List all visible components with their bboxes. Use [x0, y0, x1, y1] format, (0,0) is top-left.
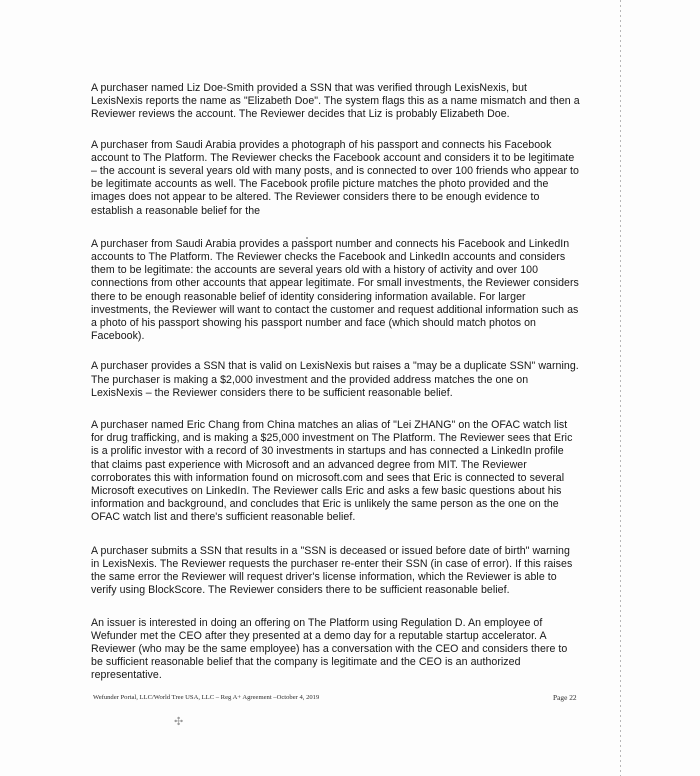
- body-text: [91, 82, 581, 701]
- paragraph-liz-doe-smith: A purchaser named Liz Doe-Smith provided a SSN that was verified through LexisNexis, but LexisNexis reports the name as "Elizabeth Doe". The system flags this as a name mismatch and then a Reviewer reviews the account. The Reviewer decides that Liz is probably Elizabeth Doe.: [91, 82, 580, 121]
- scan-edge-line: [620, 0, 621, 776]
- scan-artifact-icon: ✣: [174, 715, 184, 728]
- paragraph-issuer-regulation-d: An issuer is interested in doing an offering on The Platform using Regulation D. An employee of Wefunder met the CEO after they presented at a demo day for a reputable startup accelerator. A Reviewer (who may be the same employee) has a conversation with the CEO and considers there to be sufficient reasonable belief that the company is legitimate and the CEO is an authorized representative.: [91, 616, 568, 682]
- paragraph-ssn-deceased: A purchaser submits a SSN that results in a "SSN is deceased or issued before date of birth" warning in LexisNexis. The Reviewer requests the purchaser re-enter their SSN (in case of error). If this raises the same error the Reviewer will request driver's license information, which the Reviewer is able to verify using BlockScore. The Reviewer considers there to be sufficient reasonable belief.: [91, 544, 573, 597]
- footer-page-number: Page 22: [553, 693, 577, 702]
- footer-agreement-label: Wefunder Portal, LLC/World Tree USA, LLC – Reg A+ Agreement –October 4, 2019: [93, 694, 320, 701]
- paragraph-ofac-alias: A purchaser named Eric Chang from China matches an alias of "Lei ZHANG" on the OFAC watch list for drug trafficking, and is making a $25,000 investment on The Platform. The Reviewer sees that Eric is a prolific investor with a record of 30 investments in startups and has connected a LinkedIn profile that claims past experience with Microsoft and an advanced degree from MIT. The Reviewer corroborates this with information found on microsoft.com and sees that Eric is connected to several Microsoft executives on LinkedIn. The Reviewer calls Eric and asks a few basic questions about his information and background, and concludes that Eric is unlikely the same person as the one on the OFAC watch list and there's sufficient reasonable belief.: [91, 419, 573, 524]
- paragraph-duplicate-ssn: A purchaser provides a SSN that is valid on LexisNexis but raises a "may be a duplicate SSN" warning. The purchaser is making a $2,000 investment and the provided address matches the one on LexisNexis – the Reviewer considers there to be sufficient reasonable belief.: [91, 360, 579, 399]
- paragraph-saudi-passport-number: A purchaser from Saudi Arabia provides a passport number and connects his Facebook and LinkedIn accounts to The Platform. The Reviewer checks the Facebook and LinkedIn accounts and considers them to be legitimate: the accounts are several years old with a history of activity and over 100 connections from other accounts that appear legitimate. For small investments, the Reviewer considers there to be enough reasonable belief of identity considering information available. For larger investments, the Reviewer will want to contact the customer and request additional information such as a photo of his passport showing his passport number and face (which should match photos on Facebook).: [91, 237, 579, 343]
- paragraph-saudi-passport-photo: A purchaser from Saudi Arabia provides a photograph of his passport and connects his Facebook account to The Platform. The Reviewer checks the Facebook account and considers it to be legitimate – the account is several years old with many posts, and is connected to over 100 friends who appear to be legitimate accounts as well. The Facebook profile picture matches the photo provided and the images does not appear to be altered. The Reviewer considers there to be enough evidence to establish a reasonable belief for the: [91, 138, 579, 217]
